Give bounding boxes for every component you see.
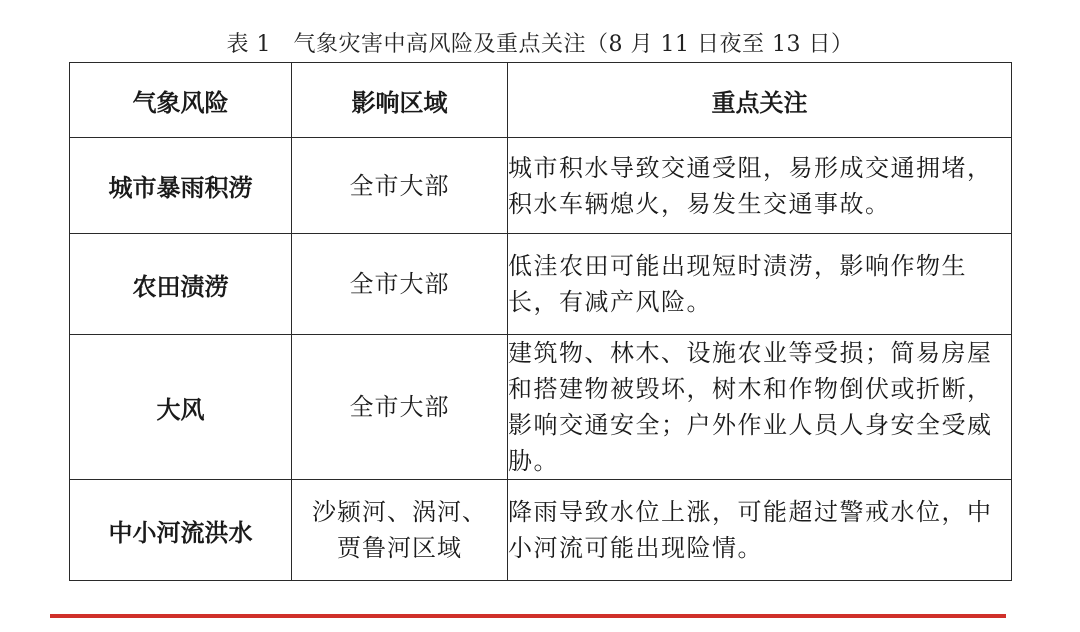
focus-cell: 低洼农田可能出现短时渍涝，影响作物生长，有减产风险。 bbox=[508, 234, 1012, 335]
risk-cell: 大风 bbox=[70, 335, 292, 480]
risk-cell: 城市暴雨积涝 bbox=[70, 138, 292, 234]
table-row bbox=[70, 480, 1012, 581]
area-cell: 沙颍河、涡河、贾鲁河区域 bbox=[292, 480, 508, 581]
header-risk: 气象风险 bbox=[70, 63, 292, 138]
risk-cell: 农田渍涝 bbox=[70, 234, 292, 335]
risk-cell: 中小河流洪水 bbox=[70, 480, 292, 581]
area-cell: 全市大部 bbox=[292, 335, 508, 480]
table-row bbox=[70, 234, 1012, 335]
red-divider-rule bbox=[50, 614, 1006, 618]
table-row bbox=[70, 335, 1012, 480]
focus-cell: 城市积水导致交通受阻，易形成交通拥堵，积水车辆熄火，易发生交通事故。 bbox=[508, 138, 1012, 234]
header-area: 影响区域 bbox=[292, 63, 508, 138]
area-cell: 全市大部 bbox=[292, 234, 508, 335]
focus-cell: 建筑物、林木、设施农业等受损；简易房屋和搭建物被毁坏，树木和作物倒伏或折断，影响交通安全；户外作业人员人身安全受威胁。 bbox=[508, 335, 1012, 480]
area-cell: 全市大部 bbox=[292, 138, 508, 234]
table-header-row bbox=[70, 63, 1012, 138]
table-row bbox=[70, 138, 1012, 234]
header-focus: 重点关注 bbox=[508, 63, 1012, 138]
table-caption: 表 1 气象灾害中高风险及重点关注（8 月 11 日夜至 13 日） bbox=[226, 32, 854, 57]
risk-table bbox=[69, 62, 1012, 581]
focus-cell: 降雨导致水位上涨，可能超过警戒水位，中小河流可能出现险情。 bbox=[508, 480, 1012, 581]
